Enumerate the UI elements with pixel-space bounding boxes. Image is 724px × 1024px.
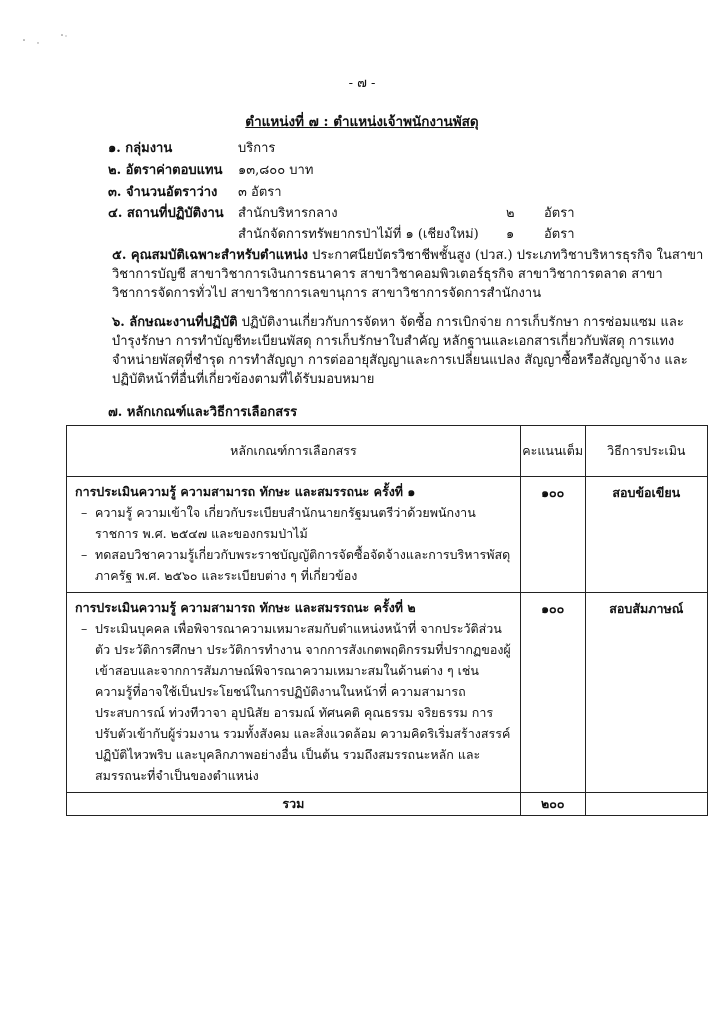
location-label: ๔. สถานที่ปฏิบัติงาน — [108, 206, 224, 221]
qualification-text: ประกาศนียบัตรวิชาชีพชั้นสูง (ปวส.) ประเภทวิชาบริหารธุรกิจ ในสาขาวิชาการบัญชี สาขาวิชาการเงินการธนาคาร สาขาวิชาคอมพิวเตอร์ธุรกิจ สาขาวิชาการตลาด สาขาวิชาการจัดการทั่วไป สาขาวิชาการเลขานุการ สาขาวิชาการจัดการสำนักงาน — [112, 248, 704, 301]
vacancy-label: ๓. จำนวนอัตราว่าง — [108, 185, 218, 200]
dash-bullet-icon: – — [81, 621, 88, 636]
score-cell: ๑๐๐ — [520, 593, 585, 793]
table-row — [67, 593, 708, 793]
criteria-table — [66, 425, 708, 816]
location-2-count: ๑ — [506, 227, 515, 242]
list-item: – ความรู้ ความเข้าใจ เกี่ยวกับระเบียบสำนักนายกรัฐมนตรีว่าด้วยพนักงานราชการ พ.ศ. ๒๕๔๗ และของกรมป่าไม้ — [75, 502, 512, 544]
location-1: สำนักบริหารกลาง — [238, 206, 338, 221]
table-row — [67, 477, 708, 593]
total-row — [67, 793, 708, 816]
score-cell: ๑๐๐ — [520, 477, 585, 593]
salary-value: ๑๓,๘๐๐ บาท — [238, 163, 314, 178]
dash-bullet-icon: – — [81, 505, 88, 520]
total-method-empty — [585, 793, 707, 816]
criteria-title: การประเมินความรู้ ความสามารถ ทักษะ และสมรรถนะ ครั้งที่ ๒ — [75, 600, 416, 615]
group-label: ๑. กลุ่มงาน — [108, 141, 173, 156]
page-number: - ๗ - — [348, 76, 376, 91]
total-label: รวม — [67, 793, 521, 816]
qualification-paragraph — [112, 246, 706, 303]
location-1-unit: อัตรา — [544, 206, 575, 221]
criteria-cell — [67, 593, 521, 793]
criteria-title: การประเมินความรู้ ความสามารถ ทักษะ และสมรรถนะ ครั้งที่ ๑ — [75, 484, 416, 499]
duties-text: ปฏิบัติงานเกี่ยวกับการจัดหา จัดซื้อ การเบิกจ่าย การเก็บรักษา การซ่อมแซม และบำรุงรักษา การทำบัญชีทะเบียนพัสดุ การเก็บรักษาใบสำคัญ หลักฐานและเอกสารเกี่ยวกับพัสดุ การแทงจำหน่ายพัสดุที่ชำรุด การทำสัญญา การต่ออายุสัญญาและการเปลี่ยนแปลง สัญญาซื้อหรือสัญญาจ้าง และปฏิบัติหน้าที่อื่นที่เกี่ยวข้องตามที่ได้รับมอบหมาย — [112, 315, 688, 387]
vacancy-value: ๓ อัตรา — [238, 185, 282, 200]
qualification-label: ๕. คุณสมบัติเฉพาะสำหรับตำแหน่ง — [112, 248, 308, 263]
duties-paragraph — [112, 313, 706, 389]
scan-speck-mark — [18, 30, 78, 50]
list-item: – ทดสอบวิชาความรู้เกี่ยวกับพระราชบัญญัติการจัดซื้อจัดจ้างและการบริหารพัสดุภาครัฐ พ.ศ. ๒๕๖๐ และระเบียบต่าง ๆ ที่เกี่ยวข้อง — [75, 544, 512, 586]
duties-label: ๖. ลักษณะงานที่ปฏิบัติ — [112, 315, 238, 330]
location-2-unit: อัตรา — [544, 227, 575, 242]
criteria-cell — [67, 477, 521, 593]
header-score: คะแนนเต็ม — [520, 426, 585, 477]
method-cell: สอบสัมภาษณ์ — [585, 593, 707, 793]
position-title: ตำแหน่งที่ ๗ : ตำแหน่งเจ้าพนักงานพัสดุ — [245, 114, 479, 130]
list-item: – ประเมินบุคคล เพื่อพิจารณาความเหมาะสมกับตำแหน่งหน้าที่ จากประวัติส่วนตัว ประวัติการศึกษา ประวัติการทำงาน จากการสังเกตพฤติกรรมที่ปรากฏของผู้เข้าสอบและจากการสัมภาษณ์พิจารณาความเหมาะสมในด้านต่าง ๆ เช่น ความรู้ที่อาจใช้เป็นประโยชน์ในการปฏิบัติงานในหน้าที่ ความสามารถ ประสบการณ์ ท่วงทีวาจา อุปนิสัย อารมณ์ ทัศนคติ คุณธรรม จริยธรรม การปรับตัวเข้ากับผู้ร่วมงาน รวมทั้งสังคม และสิ่งแวดล้อม ความคิดริเริ่มสร้างสรรค์ ปฏิบัติไหวพริบ และบุคลิกภาพอย่างอื่น เป็นต้น รวมถึงสมรรถนะหลัก และสมรรถนะที่จำเป็นของตำแหน่ง — [75, 618, 512, 786]
header-method: วิธีการประเมิน — [585, 426, 707, 477]
location-2: สำนักจัดการทรัพยากรป่าไม้ที่ ๑ (เชียงใหม่) — [238, 227, 479, 242]
location-1-count: ๒ — [506, 206, 515, 221]
table-header-row — [67, 426, 708, 477]
header-criteria: หลักเกณฑ์การเลือกสรร — [67, 426, 521, 477]
salary-label: ๒. อัตราค่าตอบแทน — [108, 163, 223, 178]
total-score: ๒๐๐ — [520, 793, 585, 816]
criteria-heading: ๗. หลักเกณฑ์และวิธีการเลือกสรร — [108, 405, 298, 420]
method-cell: สอบข้อเขียน — [585, 477, 707, 593]
dash-bullet-icon: – — [81, 547, 88, 562]
group-value: บริการ — [238, 141, 276, 156]
